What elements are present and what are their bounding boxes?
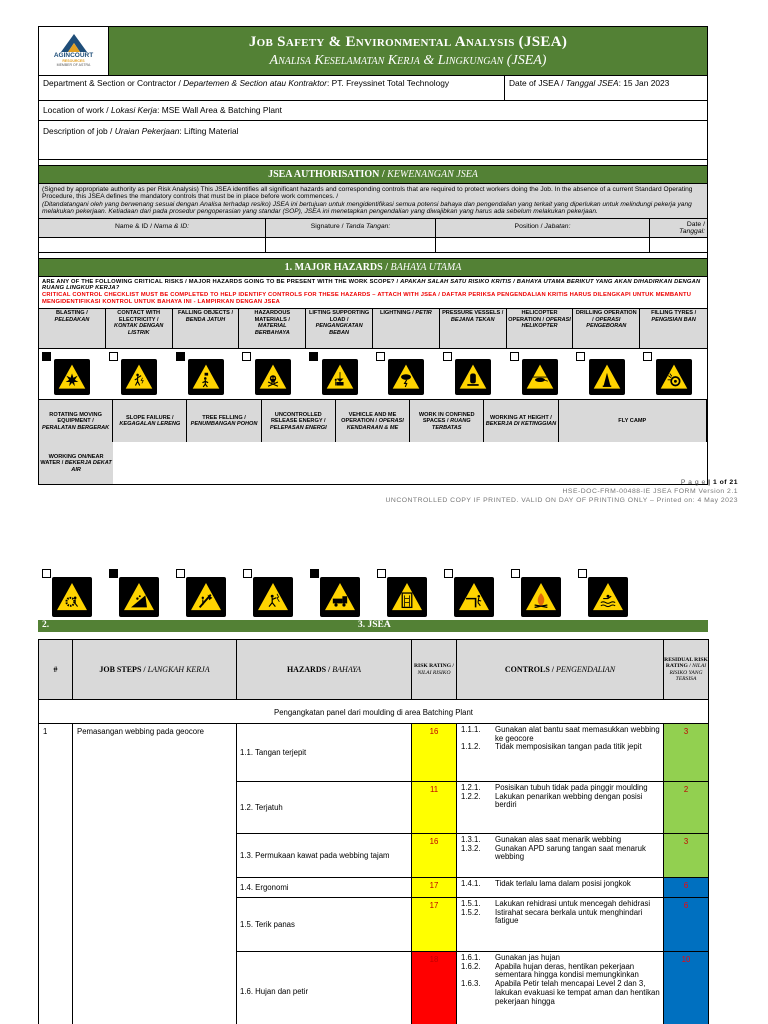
col-risk-rating: RISK RATING / NILAI RISIKO	[412, 640, 457, 700]
control-item: 1.6.1. Gunakan jas hujan	[461, 953, 561, 962]
critical-control-note: CRITICAL CONTROL CHECKLIST MUST BE COMPLETED TO HELP IDENTIFY CONTROLS FOR THESE HAZARDS – ATTACH WITH JSEA / DAFTAR PERIKSA PENGENDALIAN KRITIS HARUS DILENGKAPI UNTUK MEMBANTU MENGIDENTIFIKASI KONTROL UNTUK BAHAYA INI - LAMPIRKAN DENGAN JSEA	[42, 292, 692, 306]
col-job-steps: JOB STEPS / LANGKAH KERJA	[73, 640, 237, 700]
form-header	[38, 26, 708, 76]
dept-row	[38, 76, 708, 101]
hazard-cell: 1.1. Tangan terjepit	[237, 724, 412, 782]
hazard-sign	[52, 577, 92, 617]
hazard-label: WORKING ON/NEAR WATER / BEKERJA DEKAT AIR	[39, 442, 113, 484]
risk-rating: 11	[412, 782, 457, 834]
hazard-icons-row-1	[39, 348, 707, 400]
hazard-label: PRESSURE VESSELS / BEJANA TEKAN	[440, 309, 507, 348]
page-footer	[386, 479, 738, 505]
controls-cell	[457, 878, 664, 898]
section-row	[39, 700, 709, 724]
hazard-cell	[173, 349, 240, 399]
location-cell	[39, 101, 707, 120]
col-position: Position / Jabatan:	[435, 219, 649, 237]
lightning-cloud-icon	[390, 361, 422, 393]
hazard-checkbox[interactable]	[376, 352, 385, 361]
tree-felling-icon	[188, 579, 224, 615]
suspended-load-icon	[324, 361, 356, 393]
water-hazard-icon	[590, 579, 626, 615]
col-number: #	[39, 640, 73, 700]
control-item: 1.1.2. Tidak memposisikan tangan pada titik jepit	[461, 742, 642, 752]
location-row	[38, 101, 708, 121]
tyre-explosion-icon	[658, 361, 690, 393]
hazard-checkbox[interactable]	[109, 569, 118, 578]
hazard-labels-row-1	[39, 309, 707, 348]
residual-risk-rating: 6	[664, 878, 709, 898]
slope-failure-icon	[121, 579, 157, 615]
hazard-cell	[440, 349, 507, 399]
hazard-cell	[640, 349, 707, 399]
vehicle-icon	[322, 579, 358, 615]
col-signature: Signature / Tanda Tangan:	[265, 219, 435, 237]
hazard-checkbox[interactable]	[510, 352, 519, 361]
hazard-checkbox[interactable]	[243, 569, 252, 578]
hazard-checkbox[interactable]	[109, 352, 118, 361]
authorisation-box	[38, 184, 708, 253]
fly-camp-fire-icon	[523, 579, 559, 615]
agincourt-logo-icon	[61, 34, 87, 52]
control-item: 1.1.1. Gunakan alat bantu saat memasukkan webbing ke geocore	[461, 725, 660, 743]
hazard-label: FILLING TYRES / PENGISIAN BAN	[640, 309, 707, 348]
risk-rating: 18	[412, 952, 457, 1024]
authorisation-title-id: KEWENANGAN JSEA	[387, 169, 478, 180]
toxic-skull-icon	[257, 361, 289, 393]
hazard-checkbox[interactable]	[511, 569, 520, 578]
hazard-cell	[239, 349, 306, 399]
hazard-checkbox[interactable]	[42, 352, 51, 361]
hazard-sign	[188, 359, 224, 395]
control-item: 1.3.1. Gunakan alas saat menarik webbing	[461, 835, 622, 844]
hazard-cell	[306, 565, 373, 620]
authorisation-text	[39, 184, 707, 218]
section-strip	[38, 620, 708, 632]
strip-number: 2.	[42, 620, 50, 630]
hazard-checkbox[interactable]	[309, 352, 318, 361]
jsea-header-row	[39, 640, 709, 700]
control-item: 1.6.3. Apabila Petir telah mencapai Level 2 dan 3, lakukan evakuasi ke tempat aman dan hentikan pekerjaan hingga	[461, 979, 660, 1006]
control-item: 1.2.2. Lakukan penarikan webbing dengan posisi berdiri	[461, 791, 643, 810]
hazard-sign	[455, 359, 491, 395]
location-label-id: Lokasi Kerja	[110, 105, 158, 115]
date-label: Date of JSEA /	[509, 78, 566, 88]
hazard-cell	[574, 565, 641, 620]
controls-cell	[457, 898, 664, 952]
hazard-sign	[454, 577, 494, 617]
form-title-block	[109, 27, 707, 75]
fall-from-height-icon	[456, 579, 492, 615]
logo-text: AGINCOURT	[53, 52, 94, 60]
signature-entry[interactable]	[265, 238, 435, 252]
explosion-icon	[56, 361, 88, 393]
hazard-sign	[388, 359, 424, 395]
risk-rating: 16	[412, 834, 457, 878]
date-entry[interactable]	[649, 238, 707, 252]
control-item: 1.2.1. Posisikan tubuh tidak pada pinggir moulding	[461, 783, 648, 792]
description-cell	[39, 121, 707, 159]
risk-rating: 17	[412, 878, 457, 898]
hazard-label: VEHICLE AND ME OPERATION / OPERASI KENDARAAN & ME	[336, 400, 410, 442]
hazard-sign	[656, 359, 692, 395]
hazard-cell	[106, 349, 173, 399]
hazard-checkbox[interactable]	[576, 352, 585, 361]
hazard-sign	[320, 577, 360, 617]
uncontrolled-note: UNCONTROLLED COPY IF PRINTED. VALID ON DAY OF PRINTING ONLY – Printed on: 4 May 2023	[385, 496, 738, 504]
date-label-id: Tanggal JSEA	[565, 78, 619, 88]
hazard-cell: 1.3. Permukaan kawat pada webbing tajam	[237, 834, 412, 878]
col-controls: CONTROLS / PENGENDALIAN	[457, 640, 664, 700]
hazard-checkbox[interactable]	[578, 569, 587, 578]
description-value: : Lifting Material	[179, 126, 239, 136]
hazard-sign	[521, 577, 561, 617]
hazard-checkbox[interactable]	[242, 352, 251, 361]
confined-space-icon	[389, 579, 425, 615]
form-title: Job Safety & Environmental Analysis (JSEA)	[248, 33, 568, 50]
authorisation-title: JSEA AUTHORISATION /	[268, 169, 388, 180]
falling-object-icon	[190, 361, 222, 393]
hazard-cell	[373, 349, 440, 399]
dept-cell	[39, 76, 504, 100]
col-date: Date / Tanggal:	[649, 219, 707, 237]
page-1	[38, 26, 708, 485]
authorisation-text-en: (Signed by appropriate authority as per Risk Analysis) This JSEA identifies all significant hazards and corresponding controls that are required to protect workers doing the Job. In the absence of a current Standard Operating Procedure, this JSEA defines the mandatory controls that must be in place before work commences. /	[42, 186, 693, 201]
residual-risk-rating: 10	[664, 952, 709, 1024]
pressure-vessel-icon	[457, 361, 489, 393]
date-cell	[504, 76, 707, 100]
hazard-checkbox[interactable]	[377, 569, 386, 578]
strip-title: 3. JSEA	[358, 620, 391, 630]
hazard-label: ROTATING MOVING EQUIPMENT / PERALATAN BERGERAK	[39, 400, 113, 442]
logo-subtext: RESOURCES	[62, 58, 85, 63]
residual-risk-rating: 2	[664, 782, 709, 834]
hazard-cell	[373, 565, 440, 620]
hazard-checkbox[interactable]	[443, 352, 452, 361]
hazard-sign	[387, 577, 427, 617]
risk-rating: 16	[412, 724, 457, 782]
hazard-cell	[573, 349, 640, 399]
hazard-sign	[54, 359, 90, 395]
hazard-label: SLOPE FAILURE / KEGAGALAN LERENG	[113, 400, 187, 442]
name-entry[interactable]	[39, 238, 265, 252]
section-title: Pengangkatan panel dari moulding di area Batching Plant	[39, 700, 709, 724]
hazard-cell	[38, 565, 105, 620]
hazard-cell	[306, 349, 373, 399]
hazard-cell	[507, 565, 574, 620]
hazard-label: CONTACT WITH ELECTRICITY / KONTAK DENGAN LISTRIK	[106, 309, 173, 348]
position-entry[interactable]	[435, 238, 649, 252]
hazard-sign	[186, 577, 226, 617]
authorisation-columns	[39, 218, 707, 237]
job-step-text: Pemasangan webbing pada geocore	[73, 724, 237, 1024]
jsea-table	[38, 639, 709, 1024]
hazard-label: HAZARDOUS MATERIALS / MATERIAL BERBAHAYA	[239, 309, 306, 348]
controls-cell	[457, 724, 664, 782]
step-number: 1	[39, 724, 73, 1024]
hazard-cell	[440, 565, 507, 620]
major-hazards-grid	[38, 309, 708, 485]
control-item: 1.5.2. Istirahat secara berkala untuk menghindari fatigue	[461, 907, 643, 926]
hazard-label: HELICOPTER OPERATION / OPERASI HELIKOPTER	[507, 309, 574, 348]
controls-cell	[457, 834, 664, 878]
hazard-cell: 1.2. Terjatuh	[237, 782, 412, 834]
hazard-label: FLY CAMP	[559, 400, 707, 442]
authorisation-entry-row	[39, 237, 707, 252]
hazard-label: DRILLING OPERATION / OPERASI PENGEBORAN	[573, 309, 640, 348]
authorisation-text-id: (Ditandatangani oleh yang berwenang sesuai dengan Analisa terhadap resiko) JSEA ini bertujuan untuk mengidentifikasi semua potensi bahaya dan pengendalian yang terkait yang diperlukan untuk melindungi pekerja yang melakukan pekerjaan. Ketiadaan dari pada prosedur pengoperasian yang standar (SOP), JSEA ini menetapkan pengendalian yang diwajibkan yang harus ada sebelum melakukan pekerjaan.	[42, 200, 692, 216]
page-number: P a g e | 1 of 21	[680, 479, 738, 486]
controls-cell	[457, 782, 664, 834]
page-2	[38, 565, 708, 1024]
residual-risk-rating: 3	[664, 724, 709, 782]
controls-cell	[457, 952, 664, 1024]
hazard-cell	[105, 565, 172, 620]
hazard-cell: 1.4. Ergonomi	[237, 878, 412, 898]
hazard-sign	[253, 577, 293, 617]
description-label: Description of job /	[43, 126, 115, 136]
control-item: 1.5.1. Lakukan rehidrasi untuk mencegah dehidrasi	[461, 899, 651, 908]
residual-risk-rating: 6	[664, 898, 709, 952]
hazard-sign	[255, 359, 291, 395]
table-row	[39, 724, 709, 782]
hazard-sign	[588, 577, 628, 617]
hazard-cell: 1.6. Hujan dan petir	[237, 952, 412, 1024]
hazard-label: WORKING AT HEIGHT / BEKERJA DI KETINGGIAN	[484, 400, 558, 442]
residual-risk-rating: 3	[664, 834, 709, 878]
major-hazards-question	[38, 277, 708, 310]
hazard-label: LIGHTNING / PETIR	[373, 309, 440, 348]
hazard-checkbox[interactable]	[310, 569, 319, 578]
hazard-cell	[239, 565, 306, 620]
col-hazards: HAZARDS / BAHAYA	[237, 640, 412, 700]
question-id: APAKAH SALAH SATU RISIKO KRITIS / BAHAYA UTAMA BERIKUT YANG AKAN DIHADIRKAN DENGAN RUANG LINGKUP KERJA?	[42, 278, 701, 292]
major-hazards-title: 1. MAJOR HAZARDS /	[284, 261, 391, 273]
company-logo	[39, 27, 109, 75]
hazard-label: TREE FELLING / PENUMBANGAN POHON	[187, 400, 261, 442]
hazard-sign	[589, 359, 625, 395]
dept-value: : PT. Freyssinet Total Technology	[326, 78, 450, 88]
hazard-label: UNCONTROLLED RELEASE ENERGY / PELEPASAN ENERGI	[262, 400, 336, 442]
dept-label-id: Departemen & Section atau Kontraktor	[183, 78, 327, 88]
col-name: Name & ID / Nama & ID:	[114, 222, 190, 230]
hazard-checkbox[interactable]	[444, 569, 453, 578]
hazard-label: BLASTING / PELEDAKAN	[39, 309, 106, 348]
hazard-sign	[119, 577, 159, 617]
electric-shock-icon	[123, 361, 155, 393]
rotating-gear-icon	[54, 579, 90, 615]
control-item: 1.3.2. Gunakan APD sarung tangan saat menaruk webbing	[461, 843, 646, 862]
hazard-cell	[507, 349, 574, 399]
description-row	[38, 121, 708, 160]
helicopter-icon	[524, 361, 556, 393]
dept-label: Department & Section or Contractor /	[43, 78, 184, 88]
hazard-checkbox[interactable]	[176, 352, 185, 361]
energy-release-icon	[255, 579, 291, 615]
logo-subtext-2: MEMBER OF ASTRA	[56, 62, 91, 67]
description-label-id: Uraian Pekerjaan	[114, 126, 180, 136]
hazard-sign	[522, 359, 558, 395]
hazard-label: FALLING OBJECTS / BENDA JATUH	[173, 309, 240, 348]
hazard-label: LIFTING SUPPORTING LOAD / PENGANGKATAN BEBAN	[306, 309, 373, 348]
drill-rig-icon	[591, 361, 623, 393]
form-subtitle: Analisa Keselamatan Kerja & Lingkungan (JSEA)	[269, 52, 547, 68]
hazard-icons-row-2	[38, 565, 708, 620]
location-label: Location of work /	[43, 105, 111, 115]
hazard-checkbox[interactable]	[643, 352, 652, 361]
risk-rating: 17	[412, 898, 457, 952]
hazard-cell: 1.5. Terik panas	[237, 898, 412, 952]
question-en: ARE ANY OF THE FOLLOWING CRITICAL RISKS / MAJOR HAZARDS GOING TO BE PRESENT WITH THE WORK SCOPE? /	[42, 278, 401, 285]
hazard-checkbox[interactable]	[176, 569, 185, 578]
hazard-sign	[322, 359, 358, 395]
location-value: : MSE Wall Area & Batching Plant	[157, 105, 282, 115]
doc-id: HSE-DOC-FRM-00488-IE JSEA FORM Version 2.1	[562, 487, 738, 495]
col-residual-risk: RESIDUAL RISK RATING / NILAI RISIKO YANG TERSISA	[664, 640, 709, 700]
major-hazards-title-id: BAHAYA UTAMA	[390, 261, 462, 273]
hazard-cell	[39, 349, 106, 399]
authorisation-band	[38, 165, 708, 184]
control-item: 1.6.2. Apabila hujan deras, hentikan pekerjaan sementara hingga kondisi memungkinkan	[461, 961, 639, 980]
hazard-sign	[121, 359, 157, 395]
hazard-labels-row-2	[39, 400, 707, 484]
major-hazards-band	[38, 258, 708, 277]
date-value: : 15 Jan 2023	[618, 78, 670, 88]
control-item: 1.4.1. Tidak terlalu lama dalam posisi jongkok	[461, 879, 631, 888]
hazard-checkbox[interactable]	[42, 569, 51, 578]
hazard-cell	[172, 565, 239, 620]
hazard-label: WORK IN CONFINED SPACES / RUANG TERBATAS	[410, 400, 484, 442]
